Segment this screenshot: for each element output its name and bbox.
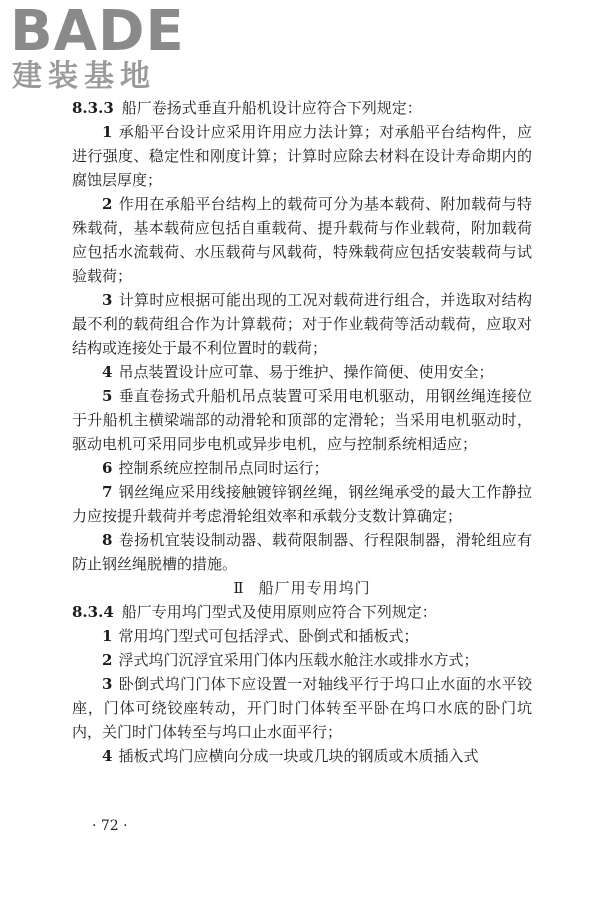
clause-8-3-4-heading: [72, 600, 532, 624]
clause-8-3-3-heading: [72, 96, 532, 120]
clause-item: [72, 360, 532, 384]
clause-item: [72, 648, 532, 672]
clause-item: [72, 288, 532, 360]
clause-heading-text: 船厂卷扬式垂直升船机设计应符合下列规定：: [121, 99, 422, 117]
item-text: 作用在承船平台结构上的载荷可分为基本载荷、附加载荷与特殊载荷，基本载荷应包括自重载荷、提升载荷与作业载荷，附加载荷应包括水流载荷、水压载荷与风载荷，特殊载荷应包括安装载荷与试验载荷；: [72, 195, 532, 285]
clause-item: [72, 192, 532, 288]
item-text: 卷扬机宜装设制动器、载荷限制器、行程限制器，滑轮组应有防止钢丝绳脱槽的措施。: [72, 531, 532, 573]
item-number: 4: [102, 747, 113, 765]
clause-item: [72, 672, 532, 744]
page-number: · 72 ·: [92, 818, 128, 834]
item-text: 计算时应根据可能出现的工况对载荷进行组合，并选取对结构最不利的载荷组合作为计算载荷；对于作业载荷等活动载荷，应取对结构或连接处于最不利位置时的载荷；: [72, 291, 532, 357]
item-number: 2: [102, 195, 113, 213]
item-text: 吊点装置设计应可靠、易于维护、操作简便、使用安全；: [118, 363, 494, 381]
item-number: 1: [102, 123, 113, 141]
section-title-text: 船厂用专用坞门: [258, 579, 371, 597]
item-number: 3: [102, 291, 113, 309]
item-number: 7: [102, 483, 113, 501]
section-roman-numeral: Ⅱ: [233, 579, 245, 597]
clause-item: [72, 456, 532, 480]
watermark-logo: [6, 0, 185, 94]
item-number: 3: [102, 675, 113, 693]
clause-item: [72, 744, 532, 768]
clause-item: [72, 384, 532, 456]
item-text: 钢丝绳应采用线接触镀锌钢丝绳，钢丝绳承受的最大工作静拉力应按提升载荷并考虑滑轮组效率和承载分支数计算确定；: [72, 483, 532, 525]
clause-item: [72, 624, 532, 648]
item-text: 插板式坞门应横向分成一块或几块的钢质或木质插入式: [118, 747, 479, 765]
item-text: 卧倒式坞门门体下应设置一对轴线平行于坞口止水面的水平铰座，门体可绕铰座转动，开门时门体转至平卧在坞口水底的卧门坑内，关门时门体转至与坞口止水面平行；: [72, 675, 532, 741]
clause-number: 8.3.3: [72, 99, 114, 117]
document-body: [72, 96, 532, 768]
clause-item: [72, 120, 532, 192]
item-number: 8: [102, 531, 113, 549]
item-number: 1: [102, 627, 113, 645]
item-number: 4: [102, 363, 113, 381]
item-text: 常用坞门型式可包括浮式、卧倒式和插板式；: [118, 627, 419, 645]
item-number: 2: [102, 651, 113, 669]
item-text: 控制系统应控制吊点同时运行；: [118, 459, 329, 477]
section-title: [72, 576, 532, 600]
clause-number: 8.3.4: [72, 603, 114, 621]
item-number: 5: [102, 387, 113, 405]
item-text: 垂直卷扬式升船机吊点装置可采用电机驱动，用钢丝绳连接位于升船机主横梁端部的动滑轮和顶部的定滑轮；当采用电机驱动时，驱动电机可采用同步电机或异步电机，应与控制系统相适应；: [72, 387, 532, 453]
item-number: 6: [102, 459, 113, 477]
watermark-brand: BADE: [10, 0, 185, 64]
clause-item: [72, 480, 532, 528]
item-text: 浮式坞门沉浮宜采用门体内压载水舱注水或排水方式；: [118, 651, 479, 669]
clause-item: [72, 528, 532, 576]
watermark-subtitle: 建装基地: [12, 59, 156, 94]
item-text: 承船平台设计应采用许用应力法计算；对承船平台结构件，应进行强度、稳定性和刚度计算；计算时应除去材料在设计寿命期内的腐蚀层厚度；: [72, 123, 532, 189]
clause-heading-text: 船厂专用坞门型式及使用原则应符合下列规定：: [121, 603, 437, 621]
